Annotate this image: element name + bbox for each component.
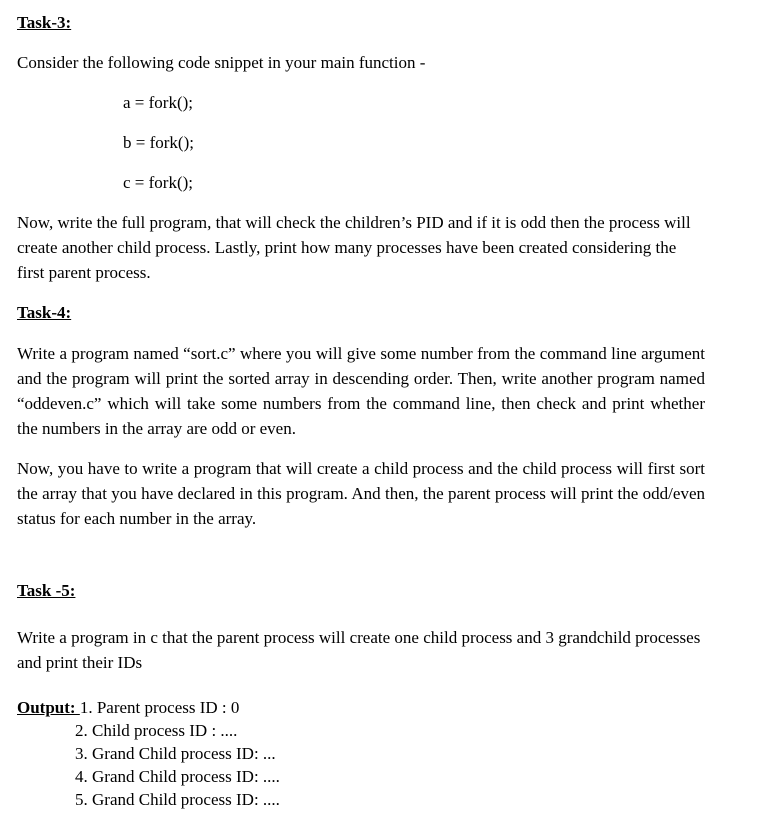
task3-body: Now, write the full program, that will check the children’s PID and if it is odd then the process will create another child process. Lastly, print how many processes have been created considering the first parent process. — [17, 213, 691, 282]
output-line-1 — [17, 698, 239, 718]
task3-intro: Consider the following code snippet in your main function - — [17, 53, 426, 72]
code-line-b: b = fork(); — [123, 133, 194, 152]
output-line-4: 4. Grand Child process ID: .... — [75, 767, 280, 786]
output-line-3: 3. Grand Child process ID: ... — [75, 744, 276, 763]
code-line-c: c = fork(); — [123, 173, 194, 192]
task4-heading: Task-4: — [17, 303, 72, 322]
output-label: Output: — [17, 698, 80, 717]
output-line-5: 5. Grand Child process ID: .... — [75, 790, 280, 809]
task5-body: Write a program in c that the parent process will create one child process and 3 grandchild processes and print their IDs — [17, 628, 701, 672]
task3-heading: Task-3: — [17, 13, 72, 32]
output-parent-id: 1. Parent process ID : 0 — [79, 698, 240, 717]
code-line-a: a = fork(); — [123, 93, 194, 112]
task4-para2: Now, you have to write a program that will create a child process and the child process will first sort the array that you have declared in this program. And then, the parent process will print the odd/even status for each number in the array. — [17, 459, 705, 528]
output-line-2: 2. Child process ID : .... — [75, 721, 238, 740]
task5-heading: Task -5: — [17, 581, 76, 600]
task4-para1: Write a program named “sort.c” where you will give some number from the command line argument and the program will print the sorted array in descending order. Then, write another program named “oddeven.c” which will take some numbers from the command line, then check and print whether the numbers in the array are odd or even. — [17, 344, 705, 438]
